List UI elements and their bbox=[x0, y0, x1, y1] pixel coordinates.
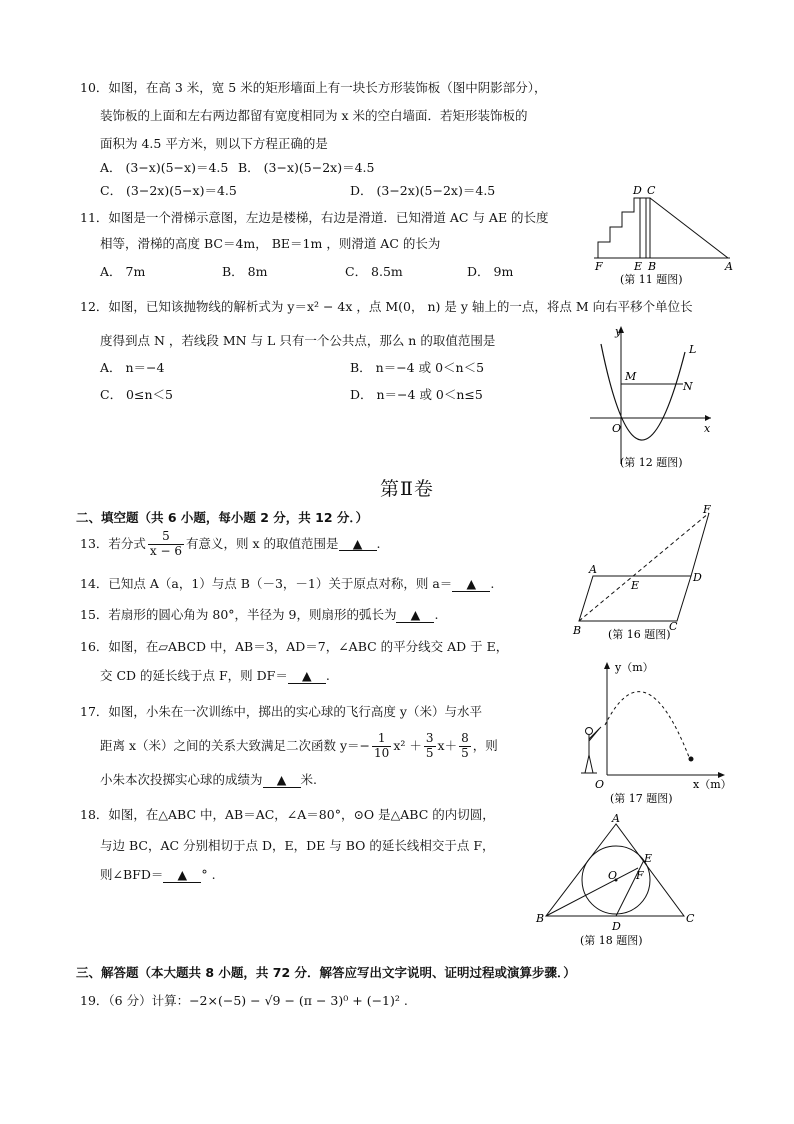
label-c: C bbox=[686, 912, 695, 925]
axis-x-label: x（m） bbox=[693, 778, 732, 791]
q12-option-b: B． n＝−4 或 0＜n＜5 bbox=[350, 360, 485, 375]
label-f: F bbox=[595, 260, 603, 273]
label-b: B bbox=[573, 624, 582, 637]
label-a: A bbox=[725, 260, 733, 273]
label-e: E bbox=[631, 579, 640, 592]
q15 bbox=[80, 609, 438, 623]
q17-line2b: ，则 bbox=[472, 738, 498, 754]
q17-end: 米. bbox=[300, 772, 317, 787]
q10-line2: 装饰板的上面和左右两边都留有宽度相同为 x 米的空白墙面．若矩形装饰板的 bbox=[100, 108, 528, 123]
q11-option-b: B． 8m bbox=[222, 264, 268, 279]
q15-text: 15．若扇形的圆心角为 80°，半径为 9，则扇形的弧长为 bbox=[80, 607, 397, 622]
q10-line1: 10．如图，在高 3 米，宽 5 米的矩形墙面上有一块长方形装饰板（图中阴影部分）， bbox=[80, 80, 547, 95]
q18-line2: 与边 BC，AC 分别相切于点 D，E，DE 与 BO 的延长线相交于点 F， bbox=[100, 838, 495, 853]
q10-option-d: D． (3−2x)(5−2x)＝4.5 bbox=[350, 183, 496, 198]
fig18-caption: (第 18 题图) bbox=[580, 934, 643, 947]
q11-option-c: C． 8.5m bbox=[345, 264, 403, 279]
q17-mid2: x＋ bbox=[437, 738, 458, 754]
q13-num: 5 bbox=[162, 529, 170, 543]
q18-line1: 18．如图，在△ABC 中，AB＝AC，∠A＝80°，⊙O 是△ABC 的内切圆， bbox=[80, 807, 495, 822]
section2-heading: 二、填空题（共 6 小题，每小题 2 分，共 12 分．） bbox=[76, 510, 369, 525]
q17-fraction-3 bbox=[459, 732, 471, 761]
q13-den: x − 6 bbox=[149, 543, 182, 558]
axis-y-label: y bbox=[615, 325, 622, 338]
label-n: N bbox=[683, 380, 693, 393]
athlete-icon bbox=[581, 727, 601, 773]
q12-option-c: C． 0≤n＜5 bbox=[100, 387, 173, 402]
q17-line3 bbox=[100, 774, 317, 788]
q11-option-d: D． 9m bbox=[467, 264, 514, 279]
frac-den: 5 bbox=[461, 745, 469, 760]
q17-line1: 17．如图，小朱在一次训练中，掷出的实心球的飞行高度 y（米）与水平 bbox=[80, 704, 482, 719]
answer-blank: ▲ bbox=[263, 774, 301, 788]
label-l: L bbox=[689, 343, 697, 356]
label-c: C bbox=[647, 184, 656, 197]
q12-option-a: A． n＝−4 bbox=[100, 360, 165, 375]
q14 bbox=[80, 578, 494, 592]
q11-line1: 11．如图是一个滑梯示意图，左边是楼梯，右边是滑道．已知滑道 AC 与 AE 的长度 bbox=[80, 210, 549, 225]
q12-line1: 12．如图，已知该抛物线的解析式为 y＝x² − 4x ，点 M(0， n) 是 y 轴上的一点，将点 M 向右平移个单位长 bbox=[80, 299, 693, 314]
label-b: B bbox=[648, 260, 657, 273]
label-o: O bbox=[612, 422, 622, 435]
label-d: D bbox=[633, 184, 642, 197]
q12-line2: 度得到点 N ，若线段 MN 与 L 只有一个公共点，那么 n 的取值范围是 bbox=[100, 333, 496, 348]
q13-fraction bbox=[148, 530, 184, 559]
slide-figure bbox=[590, 182, 740, 290]
label-e: E bbox=[634, 260, 643, 273]
q16-line1: 16．如图，在▱ABCD 中，AB＝3，AD＝7，∠ABC 的平分线交 AD 于 E， bbox=[80, 639, 509, 654]
section3-heading: 三、解答题（本大题共 8 小题，共 72 分．解答应写出文字说明、证明过程或演算步骤．） bbox=[76, 965, 576, 980]
label-m: M bbox=[625, 370, 637, 383]
answer-blank: ▲ bbox=[452, 578, 490, 592]
q14-text: 14．已知点 A（a，1）与点 B（－3，－1）关于原点对称，则 a＝ bbox=[80, 576, 453, 591]
q13-end: . bbox=[376, 536, 381, 552]
label-f: F bbox=[636, 869, 644, 882]
q17-fraction-1 bbox=[372, 732, 391, 761]
label-c: C bbox=[669, 620, 678, 633]
frac-num: 8 bbox=[461, 731, 469, 745]
label-e: E bbox=[644, 852, 653, 865]
q16-end: . bbox=[325, 668, 330, 683]
fig16-caption: (第 16 题图) bbox=[608, 628, 671, 641]
answer-blank: ▲ bbox=[396, 609, 434, 623]
fig11-caption: (第 11 题图) bbox=[620, 273, 683, 286]
q18-line3 bbox=[100, 869, 216, 883]
incircle-figure bbox=[532, 812, 702, 954]
parallelogram-figure bbox=[565, 503, 725, 645]
q18-end: ° . bbox=[201, 867, 216, 882]
frac-num: 3 bbox=[425, 731, 434, 745]
part2-title: 第Ⅱ卷 bbox=[380, 478, 434, 500]
axis-y-label: y（m） bbox=[615, 661, 654, 674]
q17-line2a: 距离 x（米）之间的关系大致满足二次函数 y＝− bbox=[100, 738, 371, 754]
q16-line2 bbox=[100, 670, 330, 684]
label-o: O bbox=[595, 778, 605, 791]
label-a: A bbox=[589, 563, 597, 576]
q13-prefix: 13．若分式 bbox=[80, 536, 146, 552]
answer-blank: ▲ bbox=[163, 869, 201, 883]
q17-mid1: x² ＋ bbox=[393, 738, 422, 754]
q10-option-a: A． (3−x)(5−x)＝4.5 bbox=[100, 160, 229, 175]
q18-line3-text: 则∠BFD＝ bbox=[100, 867, 164, 882]
label-a: A bbox=[612, 812, 620, 825]
label-b: B bbox=[536, 912, 545, 925]
q12-option-d: D． n＝−4 或 0＜n≤5 bbox=[350, 387, 483, 402]
q17-fraction-2 bbox=[424, 732, 436, 761]
parabola-figure bbox=[585, 322, 715, 472]
frac-num: 1 bbox=[377, 731, 386, 745]
axis-x-label: x bbox=[704, 422, 711, 435]
fig12-caption: (第 12 题图) bbox=[620, 456, 683, 469]
q14-end: . bbox=[490, 576, 495, 591]
q17-line3-text: 小朱本次投掷实心球的成绩为 bbox=[100, 772, 263, 787]
label-d: D bbox=[693, 571, 702, 584]
q10-option-c: C． (3−2x)(5−x)＝4.5 bbox=[100, 183, 237, 198]
label-o: O bbox=[608, 869, 618, 882]
q11-line2: 相等，滑梯的高度 BC＝4m， BE＝1m ，则滑道 AC 的长为 bbox=[100, 236, 441, 251]
label-f: F bbox=[703, 503, 711, 516]
label-d: D bbox=[612, 920, 621, 933]
q19: 19．（6 分）计算：−2×(−5) − √9 − (π − 3)⁰ + (−1)² . bbox=[80, 993, 408, 1008]
q13 bbox=[80, 530, 380, 559]
q10-option-b: B． (3−x)(5−2x)＝4.5 bbox=[238, 160, 375, 175]
throw-figure bbox=[565, 655, 735, 805]
q16-line2-text: 交 CD 的延长线于点 F，则 DF＝ bbox=[100, 668, 288, 683]
frac-den: 10 bbox=[374, 745, 390, 760]
q13-suffix: 有意义，则 x 的取值范围是 bbox=[186, 536, 339, 552]
answer-blank: ▲ bbox=[288, 670, 326, 684]
q10-line3: 面积为 4.5 平方米，则以下方程正确的是 bbox=[100, 136, 328, 151]
frac-den: 5 bbox=[425, 745, 434, 760]
fig17-caption: (第 17 题图) bbox=[610, 792, 673, 805]
q15-end: . bbox=[434, 607, 439, 622]
answer-blank: ▲ bbox=[339, 538, 377, 552]
q17-line2 bbox=[100, 732, 498, 761]
q11-option-a: A． 7m bbox=[100, 264, 146, 279]
